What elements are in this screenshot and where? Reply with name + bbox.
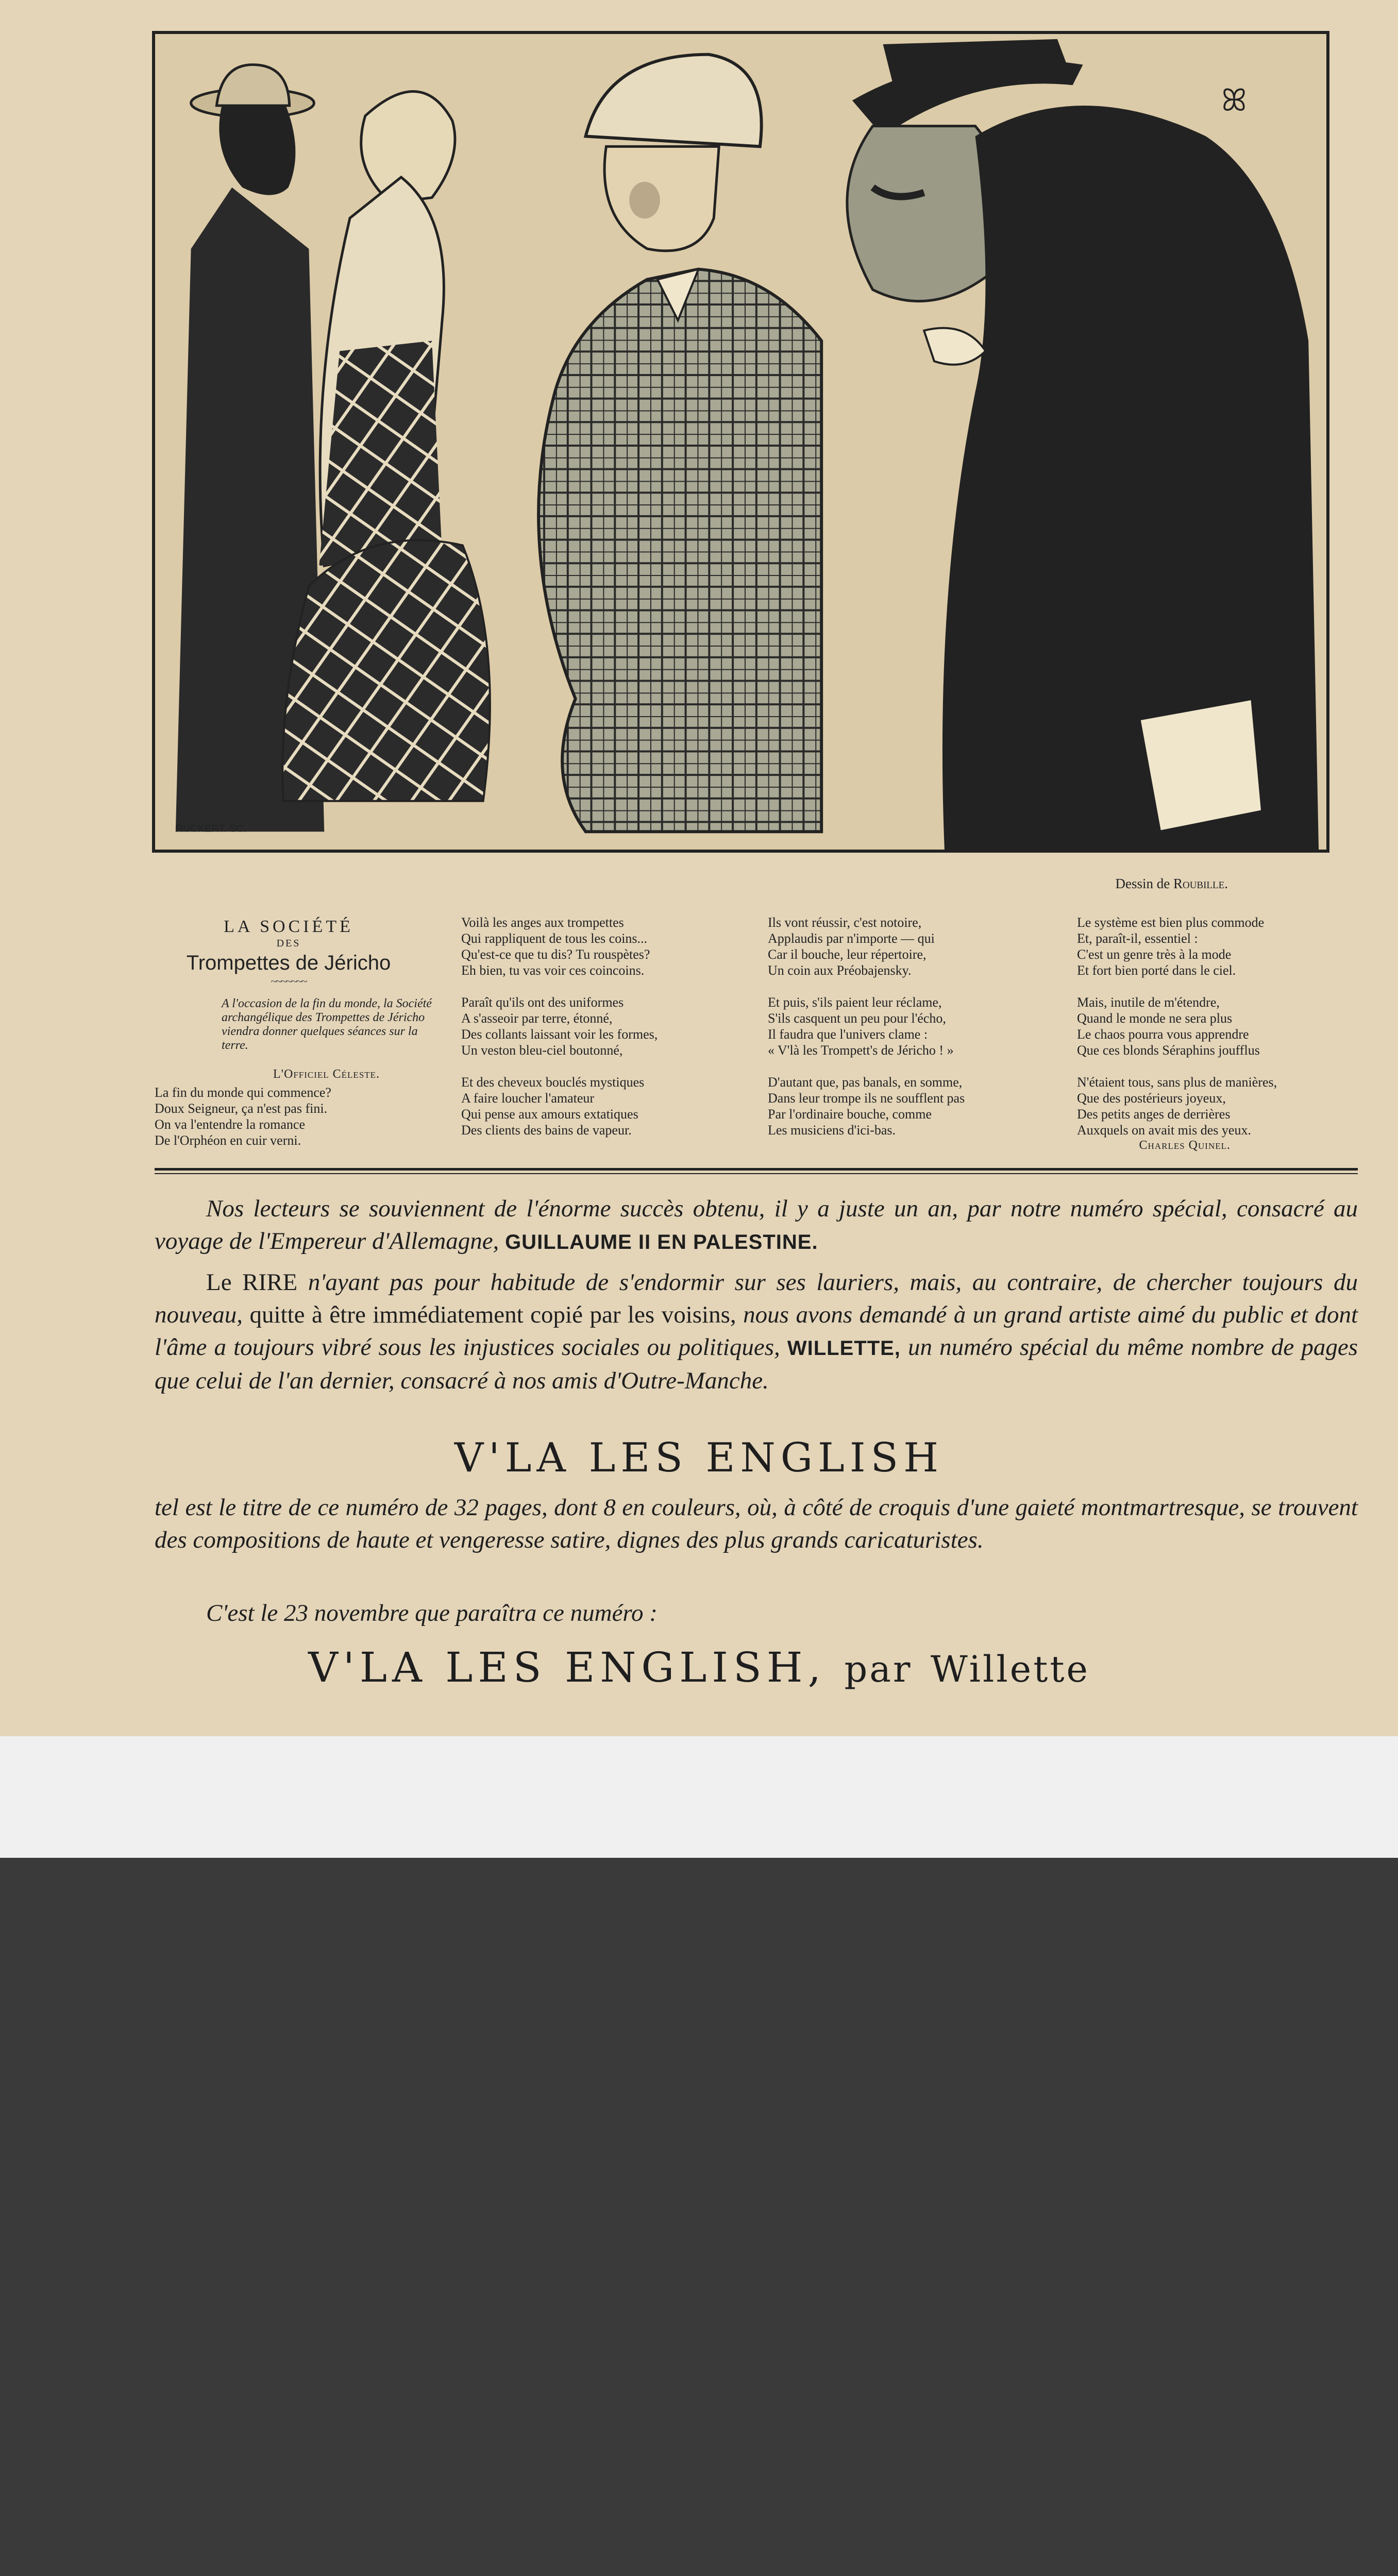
p1-text: Nos lecteurs se souviennent de l'énorme succès obtenu, il y a juste un an, par notre numéro spécial, consacré au voyage de l'Empereur d'Allemagne, xyxy=(155,1195,1358,1255)
final-par: par xyxy=(844,1648,913,1690)
announcement-paragraph-3: tel est le titre de ce numéro de 32 pages, dont 8 en couleurs, où, à côté de croquis d'une gaieté montmartresque, se trouvent des compositions de haute et vengeresse satire, dignes des plus grands caricaturistes. xyxy=(155,1494,1358,1553)
p2-text-a: n'ayant pas pour habitude de s'endormir sur ses lauriers, mais, au contraire, de chercher toujours du nouveau, xyxy=(155,1269,1358,1328)
poem-title-line3: Trompettes de Jéricho xyxy=(186,952,391,974)
p2-text-c: un numéro spécial du même nombre de pages que celui de l'an dernier, consacré à nos amis d'Outre-Manche. xyxy=(155,1334,1358,1394)
p2-text-upright: quitte à être immédiatement copié par les voisins, xyxy=(249,1301,736,1328)
figure-top-hat-man xyxy=(847,39,1319,850)
poem-title-line1: LA SOCIÉTÉ xyxy=(224,917,353,936)
viewer-footer xyxy=(0,1736,1398,1858)
p1-bold: GUILLAUME II EN PALESTINE. xyxy=(505,1231,818,1253)
poem-title-ornament: ~~~~~~~ xyxy=(271,975,307,988)
cartoon-drawing xyxy=(155,34,1326,850)
divider-thin xyxy=(155,1173,1358,1174)
poem-signature: Charles Quinel. xyxy=(1139,1139,1231,1152)
poem-column-3: Ils vont réussir, c'est notoire, Applaudis par n'importe — qui Car il bouche, leur répertoire, Un coin aux Préobajensky. Et puis, s'ils paient leur réclame, S'ils casquent un peu pour l'écho, Il faudra que l'univers clame : « V'là les Trompett's de Jéricho ! » D'autant que, pas banals, en somme, Dans leur trompe ils ne soufflent pas Par l'ordinaire bouche, comme Les musiciens d'ici-bas. xyxy=(768,915,965,1138)
final-title: V'LA LES ENGLISH, xyxy=(308,1643,826,1691)
drawing-credit xyxy=(1115,876,1228,892)
poem-epigraph: A l'occasion de la fin du monde, la Société archangélique des Trompettes de Jéricho viendra donner quelques séances sur la terre. xyxy=(222,997,432,1052)
announcement-paragraph-2 xyxy=(155,1266,1358,1397)
poem-column-4: Le système est bien plus commode Et, paraît-il, essentiel : C'est un genre très à la mode Et fort bien porté dans le ciel. Mais, inutile de m'étendre, Quand le monde ne sera plus Le chaos pourra vous apprendre Que ces blonds Séraphins joufflus N'étaient tous, sans plus de manières, Que des postérieurs joyeux, Des petits anges de derrières Auxquels on avait mis des yeux. xyxy=(1077,915,1277,1138)
p2-text-b: nous avons demandé à un grand artiste aimé du public et dont l'âme a toujours vibré sous les injustices sociales ou politiques, xyxy=(155,1301,1358,1361)
p2-rire: RIRE xyxy=(242,1269,298,1296)
p2-willette: WILLETTE, xyxy=(787,1337,901,1360)
final-author: Willette xyxy=(930,1648,1090,1690)
p2-le: Le xyxy=(206,1269,232,1296)
engraver-mark: RUCKERT. SC. xyxy=(175,823,247,835)
announcement-paragraph-1 xyxy=(155,1193,1358,1259)
announcement-paragraph-4: C'est le 23 novembre que paraîtra ce numéro : xyxy=(206,1600,658,1626)
poem-title xyxy=(155,917,423,988)
poem-column-2: Voilà les anges aux trompettes Qui rappliquent de tous les coins... Qu'est-ce que tu dis? Tu rouspètes? Eh bien, tu vas voir ces coincoins. Paraît qu'ils ont des uniformes A s'asseoir par terre, étonné, Des collants laissant voir les formes, Un veston bleu-ciel boutonné, Et des cheveux bouclés mystiques A faire loucher l'amateur Qui pense aux amours extatiques Des clients des bains de vapeur. xyxy=(461,915,658,1138)
svg-text:ꕤ: ꕤ xyxy=(1221,82,1247,118)
cartoon-illustration xyxy=(152,31,1329,853)
divider-thick xyxy=(155,1168,1358,1171)
headline-vla-les-english: V'LA LES ENGLISH xyxy=(454,1435,944,1481)
poem-title-line2: DES xyxy=(276,938,301,949)
credit-artist: Roubille. xyxy=(1173,876,1228,891)
figure-plaid-suit xyxy=(538,55,821,832)
credit-label: Dessin de xyxy=(1115,876,1170,891)
final-title-line xyxy=(0,1643,1398,1691)
poem-stanza-first: La fin du monde qui commence? Doux Seigneur, ça n'est pas fini. On va l'entendre la romance De l'Orphéon en cuir verni. xyxy=(155,1085,331,1148)
poem-epigraph-source: L'Officiel Céleste. xyxy=(273,1067,380,1081)
